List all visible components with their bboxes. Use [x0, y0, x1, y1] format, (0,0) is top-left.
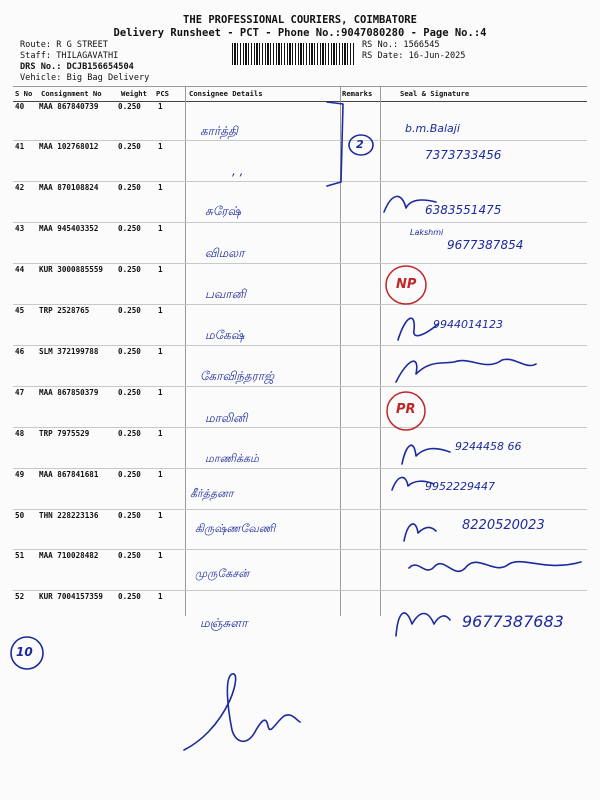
- row-consignment: MAA 102768012: [39, 142, 99, 151]
- col-seal: Seal & Signature: [400, 89, 470, 98]
- drs-label: DRS No.: DCJB156654504: [20, 62, 134, 72]
- remark-bracket-mark: [325, 100, 375, 190]
- signature-scribble-48: [394, 434, 454, 468]
- runsheet-title: Delivery Runsheet - PCT - Phone No.:9047080280 - Page No.:4: [113, 27, 487, 39]
- row-sno: 40: [15, 102, 25, 111]
- row-pcs: 1: [158, 102, 163, 111]
- np-stamp-text: NP: [396, 277, 417, 292]
- row-weight: 0.250: [118, 429, 141, 438]
- rs-date: RS Date: 16-Jun-2025: [362, 51, 466, 61]
- bottom-signature: [170, 660, 330, 760]
- row-consignment: MAA 945403352: [39, 224, 99, 233]
- col-sno: S No: [15, 89, 33, 98]
- runsheet-meta-left: [20, 40, 149, 84]
- row-pcs: 1: [158, 265, 163, 274]
- table-row: [13, 100, 587, 141]
- table-row: [13, 468, 587, 510]
- rs-number: RS No.: 1566545: [362, 40, 440, 50]
- barcode: [232, 43, 354, 65]
- handwritten-consignee-45: மகேஷ்: [205, 328, 245, 342]
- handwritten-consignee-43: விமலா: [205, 246, 245, 260]
- handwritten-consignee-48: மாணிக்கம்: [205, 452, 259, 465]
- row-sno: 41: [15, 142, 25, 151]
- row-pcs: 1: [158, 306, 163, 315]
- row-weight: 0.250: [118, 142, 141, 151]
- route-label: Route: R G STREET: [20, 40, 108, 50]
- row-weight: 0.250: [118, 347, 141, 356]
- signature-phone-45: 9944014123: [433, 318, 503, 331]
- row-pcs: 1: [158, 183, 163, 192]
- row-pcs: 1: [158, 347, 163, 356]
- company-title: THE PROFESSIONAL COURIERS, COIMBATORE: [183, 14, 417, 26]
- row-pcs: 1: [158, 470, 163, 479]
- runsheet-meta-right: [362, 40, 465, 62]
- signature-phone-52: 9677387683: [462, 612, 564, 631]
- row-consignment: MAA 867840739: [39, 102, 99, 111]
- row-weight: 0.250: [118, 470, 141, 479]
- handwritten-consignee-41: , ,: [232, 164, 244, 178]
- signature-scribble-46: [390, 350, 540, 386]
- signature-scribble-50: [400, 515, 440, 545]
- row-sno: 51: [15, 551, 25, 560]
- row-weight: 0.250: [118, 265, 141, 274]
- row-sno: 44: [15, 265, 25, 274]
- row-consignment: MAA 870108824: [39, 183, 99, 192]
- signature-scribble-52: [392, 600, 452, 640]
- col-consignee: Consignee Details: [189, 89, 263, 98]
- remark-circle-number: 2: [356, 138, 364, 151]
- handwritten-consignee-46: கோவிந்தராஜ்: [200, 369, 275, 383]
- signature-phone-43: 9677387854: [447, 238, 524, 252]
- row-pcs: 1: [158, 224, 163, 233]
- row-sno: 43: [15, 224, 25, 233]
- table-row: [13, 386, 587, 428]
- row-consignment: MAA 867850379: [39, 388, 99, 397]
- row-weight: 0.250: [118, 388, 141, 397]
- row-weight: 0.250: [118, 551, 141, 560]
- col-pcs: PCS: [156, 89, 169, 98]
- row-consignment: KUR 3000885559: [39, 265, 104, 274]
- row-pcs: 1: [158, 142, 163, 151]
- handwritten-consignee-47: மாலினி: [205, 411, 248, 425]
- signature-phone-48: 9244458 66: [455, 440, 522, 453]
- row-pcs: 1: [158, 551, 163, 560]
- row-pcs: 1: [158, 388, 163, 397]
- page-count-number: 10: [16, 645, 33, 659]
- signature-phone-41: 7373733456: [425, 148, 502, 162]
- row-pcs: 1: [158, 592, 163, 601]
- vehicle-label: Vehicle: Big Bag Delivery: [20, 73, 150, 83]
- row-weight: 0.250: [118, 224, 141, 233]
- staff-label: Staff: THILAGAVATHI: [20, 51, 119, 61]
- handwritten-consignee-40: கார்த்தி: [200, 124, 238, 138]
- row-consignment: KUR 7004157359: [39, 592, 104, 601]
- row-pcs: 1: [158, 429, 163, 438]
- handwritten-consignee-44: பவானி: [205, 287, 247, 301]
- row-sno: 46: [15, 347, 25, 356]
- handwritten-consignee-49: கீர்த்தனா: [190, 487, 234, 500]
- row-sno: 50: [15, 511, 25, 520]
- row-consignment: THN 228223136: [39, 511, 99, 520]
- row-sno: 52: [15, 592, 25, 601]
- row-pcs: 1: [158, 511, 163, 520]
- signature-scribble-51: [405, 552, 585, 586]
- row-weight: 0.250: [118, 102, 141, 111]
- handwritten-consignee-52: மஞ்சுளா: [200, 616, 248, 630]
- row-sno: 42: [15, 183, 25, 192]
- col-remarks: Remarks: [342, 89, 373, 98]
- row-weight: 0.250: [118, 183, 141, 192]
- signature-phone-50: 8220520023: [462, 518, 545, 533]
- pr-stamp-text: PR: [396, 402, 416, 417]
- row-consignment: MAA 710028482: [39, 551, 99, 560]
- row-sno: 49: [15, 470, 25, 479]
- handwritten-consignee-50: கிருஷ்ணவேணி: [195, 522, 276, 535]
- row-consignment: TRP 2528765: [39, 306, 90, 315]
- row-weight: 0.250: [118, 592, 141, 601]
- signature-phone-49: 9952229447: [425, 480, 495, 493]
- signature-name-43: Lakshmi: [410, 228, 444, 237]
- table-row: [13, 263, 587, 305]
- handwritten-consignee-42: சுரேஷ்: [205, 204, 241, 218]
- row-weight: 0.250: [118, 511, 141, 520]
- row-sno: 47: [15, 388, 25, 397]
- row-consignment: MAA 867841681: [39, 470, 99, 479]
- row-sno: 48: [15, 429, 25, 438]
- row-consignment: TRP 7975529: [39, 429, 90, 438]
- row-weight: 0.250: [118, 306, 141, 315]
- handwritten-consignee-51: முருகேசன்: [195, 567, 250, 580]
- row-consignment: SLM 372199788: [39, 347, 99, 356]
- signature-name-40: b.m.Balaji: [405, 122, 460, 135]
- col-weight: Weight: [121, 89, 147, 98]
- col-consignment: Consignment No: [41, 89, 102, 98]
- signature-phone-42: 6383551475: [425, 203, 502, 217]
- row-sno: 45: [15, 306, 25, 315]
